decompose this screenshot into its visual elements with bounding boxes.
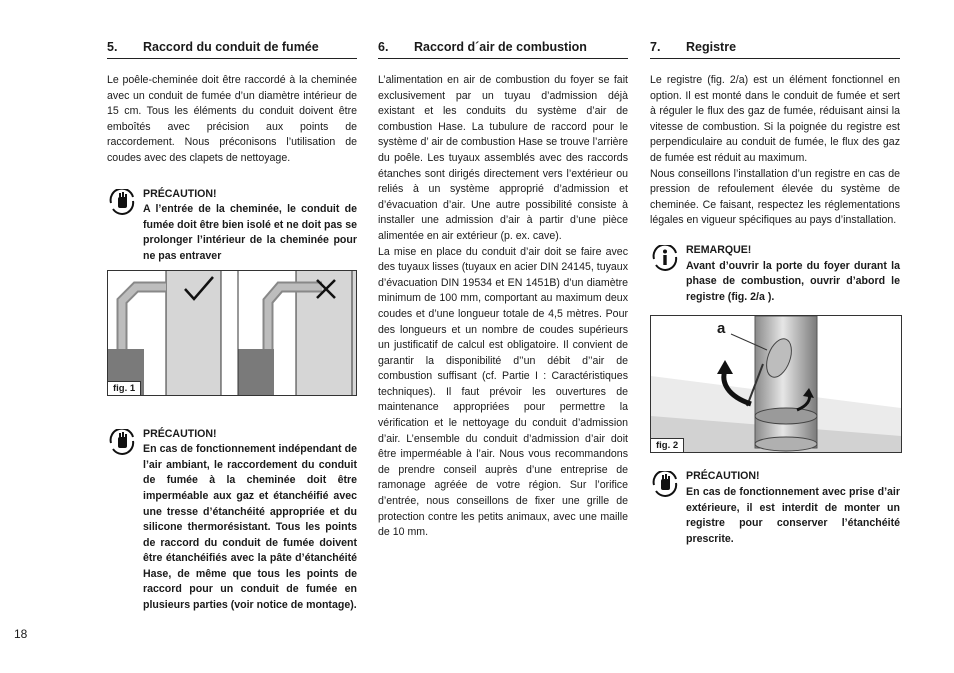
section-7-heading [650,40,900,59]
cross-icon [314,277,338,306]
hand-warning-icon [107,189,137,220]
section-7-body-1: Le registre (fig. 2/a) est un élément fonctionnel en option. Il est monté dans le conduit de fumée et sert à réguler le flux des gaz de fumée, réduisant ainsi la vitesse de combustion. Si la poignée du registre est perpendiculaire au conduit de fumée, le flux des gaz de fumée est réduit au maximum. [650,74,900,164]
checkmark-icon [182,275,216,308]
caution-block-1 [107,187,357,265]
caution-title: PRÉCAUTION! [143,187,217,200]
figure-1 [107,270,357,396]
figure-2 [650,315,902,453]
section-title: Registre [686,40,737,54]
info-icon [650,245,680,276]
section-7-body-2: Nous conseillons l’installation d’un registre en cas de pression de refoulement élevée du système de cheminée. Ce faisant, respectez les réglementations légales en vigueur spécifiques au pays d’installation. [650,167,900,227]
section-6-heading [378,40,628,59]
page-number: 18 [14,627,28,641]
remark-title: REMARQUE! [686,243,752,256]
caution-title: PRÉCAUTION! [143,427,217,440]
section-6-body-2: La mise en place du conduit d’air doit se faire avec des tuyaux lisses (tuyaux en acier DIN 24145, tuyaux d’évacuation DIN 19534 et EN 1451B) d’un diamètre minimum de 100 mm, comportant au maximum deux coudes et d’une longueur totale de 4,5 mètres. Pour des longueurs et un nombre de coudes supérieurs un justificatif de calcul est obligatoire. Il convient de garantir la disponibilité d’’un débit d’’air de combustion suffisant (cf. Partie I : Caractéristiques techniques). Il faut prévoir les ouvertures de maintenance appropriées pour permettre la vérification et le nettoyage du conduit d’admission d’air. L’ensemble du conduit d’admission d’air doit être imperméable à l’air. Nous vous recommandons de prendre conseil auprès d’une entreprise de ramonage agréée de votre région. Sur l’orifice d’entrée, nous conseillons de fixer une grille de protection contre les petits animaux, avec une maille de 10 mm. [378,245,628,539]
section-6-body-1: L’alimentation en air de combustion du foyer se fait exclusivement par un tuyau d’admission déjà existant et les conduits du système d’air de combustion Hase. La tubulure de raccord pour le système d’ air de combustion Hase se trouve l’arrière du poêle. Les tuyaux assemblés avec des raccords étanches sont dirigés directement vers l’extérieur ou reliés à un système approprié d’admission et d’évacuation d’air. Une autre possibilité consiste à installer une admission d’air à partir d’une pièce alimentée en air extérieur (p. ex. cave). [378,74,628,242]
caution-text: En cas de fonctionnement indépendant de l’air ambiant, le raccordement du conduit de fumée à la cheminée doit être imperméable aux gaz et étanchéifié avec une tresse d’étanchéité appropriée et du silicone thermorésistant. Tous les points de raccord du conduit de fumée doivent être étanchéifiés avec la pâte d’étanchéité Hase, de même que tous les points de raccord pour un conduit de fumée en plusieurs parties (voir notice de montage). [143,443,357,612]
section-5-heading [107,40,357,59]
section-5-body: Le poêle-cheminée doit être raccordé à la cheminée avec un conduit de fumée d’un diamètre intérieur de 15 cm. Tous les éléments du conduit doivent être emboîtés avec précision aux points de raccordement. Nous préconisons l’utilisation de coudes avec des clapets de nettoyage. [107,74,357,164]
hand-warning-icon [107,429,137,460]
section-title: Raccord d´air de combustion [414,40,587,54]
section-7 [650,40,900,547]
caution-title: PRÉCAUTION! [686,470,760,483]
figure-label: fig. 2 [651,438,684,452]
section-title: Raccord du conduit de fumée [143,40,319,54]
remark-block [650,243,900,305]
section-number: 7. [650,40,661,54]
figure-label: fig. 1 [108,381,141,395]
section-number: 5. [107,40,118,54]
hand-warning-icon [650,471,680,502]
caution-text: A l’entrée de la cheminée, le conduit de fumée doit être bien isolé et ne doit pas se prolonger l’intérieur de la cheminée pour ne pas entraver [143,203,357,262]
caution-text: En cas de fonctionnement avec prise d’air extérieure, il est interdit de monter un registre pour conserver l’étanchéité prescrite. [686,485,900,545]
figure-callout-a: a [717,320,726,337]
caution-block-3 [650,469,900,547]
damper-diagram [651,316,901,452]
remark-text: Avant d’ouvrir la porte du foyer durant la phase de combustion, ouvrir d’abord le registre (fig. 2/a ). [686,259,900,303]
section-number: 6. [378,40,389,54]
section-6 [378,40,628,541]
caution-block-2 [107,427,357,614]
